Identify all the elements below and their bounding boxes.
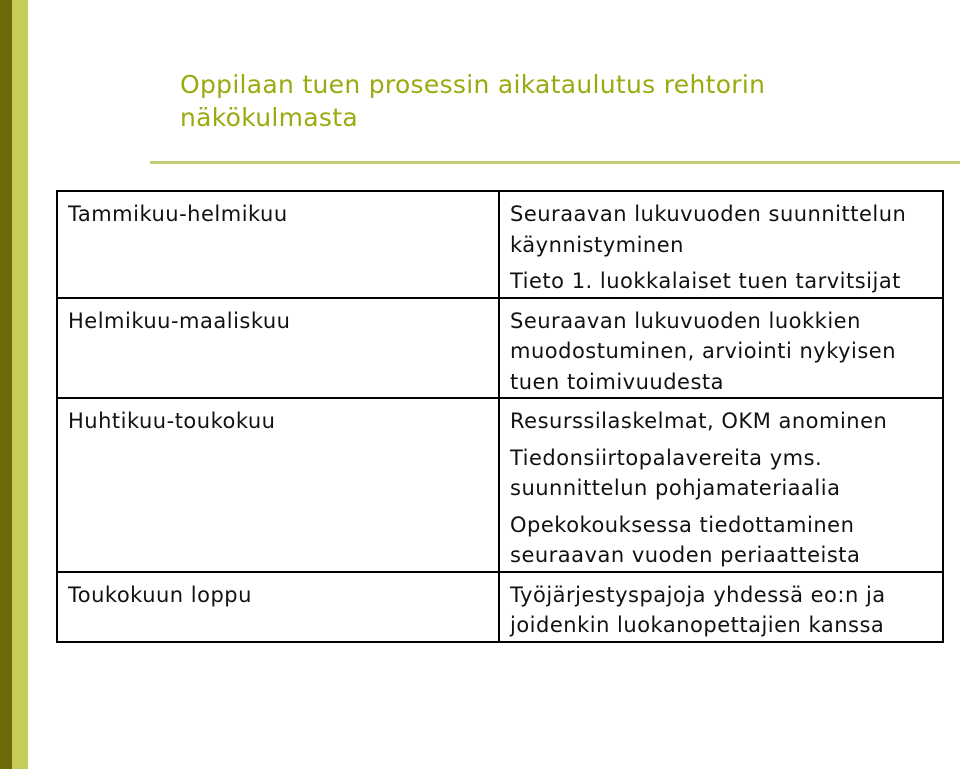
table-row xyxy=(57,572,943,642)
task-cell xyxy=(499,191,943,298)
table-row xyxy=(57,191,943,298)
task-item: Resurssilaskelmat, OKM anominen xyxy=(510,409,888,433)
title-divider xyxy=(150,161,960,164)
task-item: Tieto 1. luokkalaiset tuen tarvitsijat xyxy=(510,269,901,293)
task-item: Seuraavan lukuvuoden suunnittelun käynnistyminen xyxy=(510,202,907,257)
accent-bar-light xyxy=(12,0,28,769)
task-item: Opekokouksessa tiedottaminen seuraavan vuoden periaatteista xyxy=(510,512,861,567)
task-item: Työjärjestyspajoja yhdessä eo:n ja joidenkin luokanopettajien kanssa xyxy=(510,582,886,637)
schedule-table xyxy=(56,190,944,643)
period-cell: Toukokuun loppu xyxy=(57,572,499,642)
table-row xyxy=(57,398,943,572)
task-item: Seuraavan lukuvuoden luokkien muodostuminen, arviointi nykyisen tuen toimivuudesta xyxy=(510,308,897,394)
period-cell: Tammikuu-helmikuu xyxy=(57,191,499,298)
table-row xyxy=(57,298,943,399)
slide-title: Oppilaan tuen prosessin aikataulutus rehtorin näkökulmasta xyxy=(180,70,766,132)
period-cell: Huhtikuu-toukokuu xyxy=(57,398,499,572)
task-cell xyxy=(499,298,943,399)
period-cell: Helmikuu-maaliskuu xyxy=(57,298,499,399)
task-cell xyxy=(499,572,943,642)
task-cell xyxy=(499,398,943,572)
accent-bar-dark xyxy=(0,0,12,769)
task-item: Tiedonsiirtopalavereita yms. suunnittelun pohjamateriaalia xyxy=(510,445,841,500)
